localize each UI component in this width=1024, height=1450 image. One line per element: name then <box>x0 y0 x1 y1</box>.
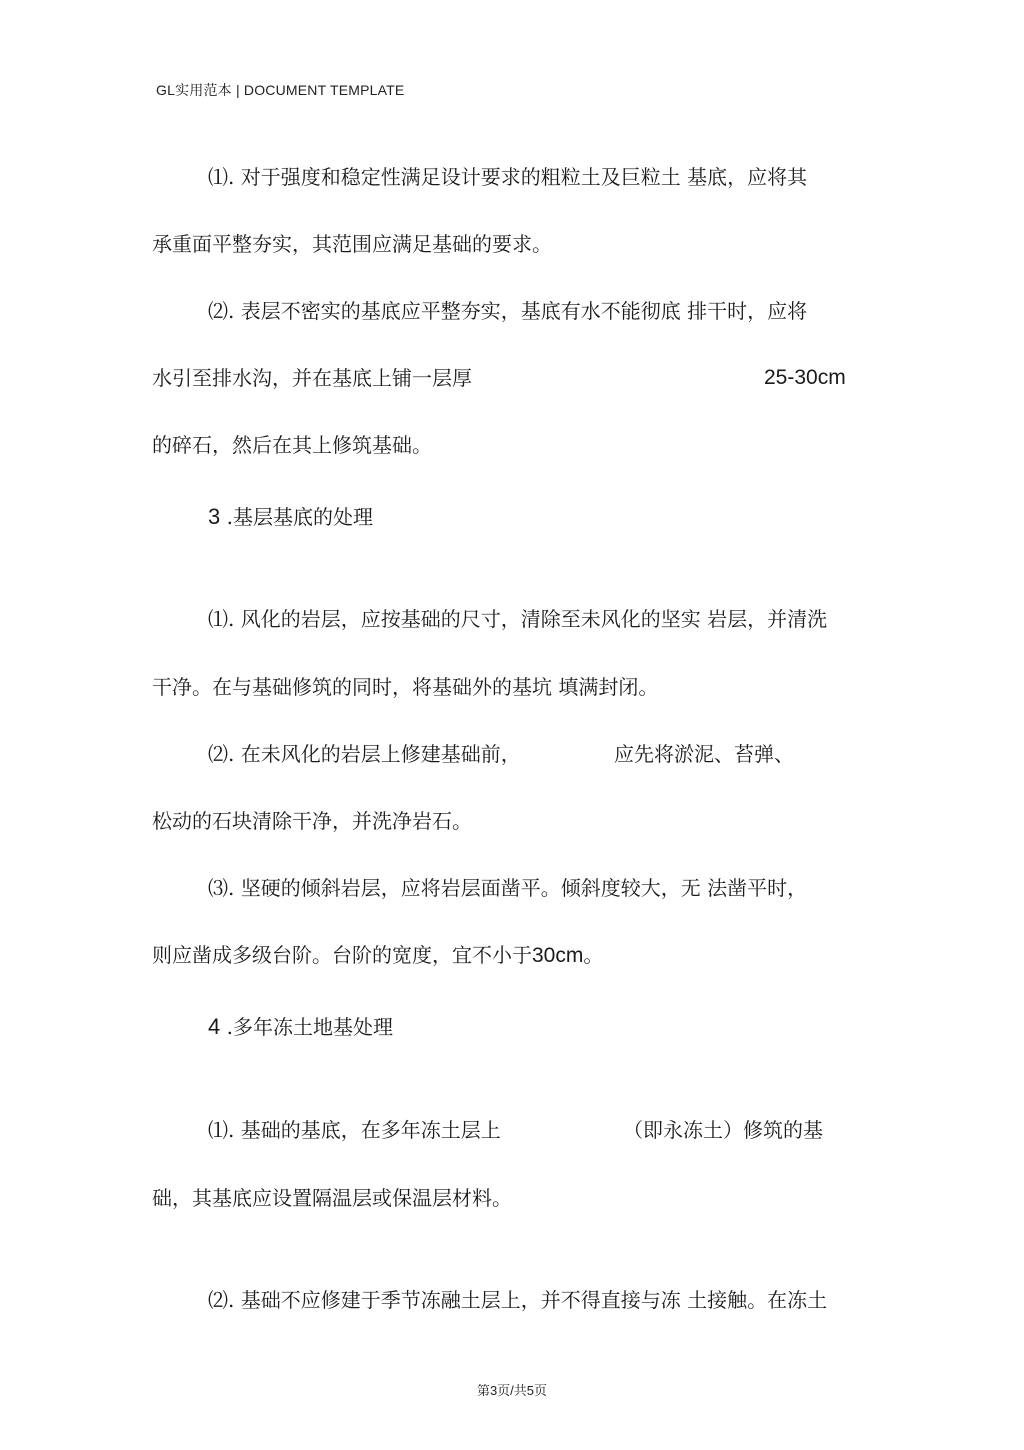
measurement-value: 30cm <box>532 944 584 967</box>
paragraph-line: 础，其基底应设置隔温层或保温层材料。 <box>152 1186 512 1210</box>
paragraph-text: 。 <box>583 943 604 967</box>
paragraph-line: 松动的石块清除干净，并洗净岩石。 <box>152 809 472 833</box>
paragraph-line: 水引至排水沟，并在基底上铺一层厚 <box>152 366 472 390</box>
section-number: 4 <box>208 1014 221 1039</box>
paragraph-line: ⑴. 基础的基底，在多年冻土层上 <box>208 1118 501 1142</box>
paragraph-line: （即永冻土）修筑的基 <box>623 1118 823 1142</box>
page-footer: 第3页/共5页 <box>476 1383 548 1398</box>
section-title: .基层基底的处理 <box>220 505 373 529</box>
paragraph-line: ⑵. 表层不密实的基底应平整夯实，基底有水不能彻底 排干时，应将 <box>208 299 808 323</box>
paragraph-line: 的碎石，然后在其上修筑基础。 <box>152 433 432 457</box>
section-title: .多年冻土地基处理 <box>220 1015 393 1039</box>
section-heading <box>208 1013 393 1041</box>
paragraph-line <box>152 941 603 970</box>
paragraph-line: 应先将淤泥、苔弹、 <box>614 742 794 766</box>
section-number: 3 <box>208 504 221 529</box>
paragraph-text: 则应凿成多级台阶。台阶的宽度，宜不小于 <box>152 943 532 967</box>
paragraph-line: ⑶. 坚硬的倾斜岩层，应将岩层面凿平。倾斜度较大，无 法凿平时， <box>208 876 808 900</box>
paragraph-line: ⑵. 在未风化的岩层上修建基础前， <box>208 742 521 766</box>
page-header: GL实用范本 | DOCUMENT TEMPLATE <box>156 82 405 98</box>
paragraph-line: 承重面平整夯实，其范围应满足基础的要求。 <box>152 232 552 256</box>
paragraph-line: ⑴. 对于强度和稳定性满足设计要求的粗粒土及巨粒土 基底，应将其 <box>208 165 808 189</box>
measurement-value: 25-30cm <box>764 366 846 389</box>
paragraph-line: 干净。在与基础修筑的同时，将基础外的基坑 填满封闭。 <box>152 675 659 699</box>
section-heading <box>208 503 373 531</box>
paragraph-line: ⑴. 风化的岩层，应按基础的尺寸，清除至未风化的坚实 岩层，并清洗 <box>208 607 828 631</box>
paragraph-line: ⑵. 基础不应修建于季节冻融土层上，并不得直接与冻 土接触。在冻土 <box>208 1288 828 1312</box>
